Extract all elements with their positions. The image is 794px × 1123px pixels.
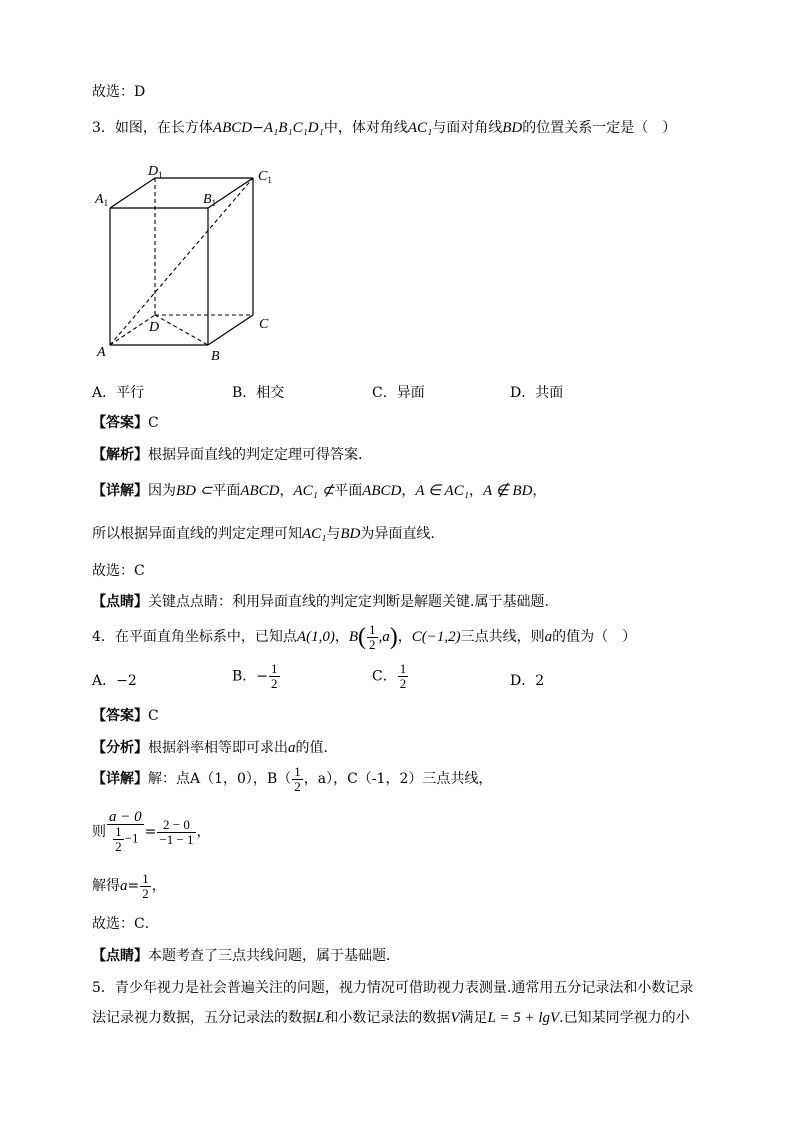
q4-eq-left: a − 0 $\frac{1}{2}$ −1 — [109, 809, 142, 854]
diag-bd-hidden — [155, 315, 208, 345]
q5-line1: 5．青少年视力是社会普遍关注的问题，视力情况可借助视力表测量.通常用五分记录法和小数记录 — [92, 980, 694, 996]
label-d1: $D_1$ — [148, 164, 163, 180]
q3-comment: 【点睛】关键点点睛：利用异面直线的判定定判断是解题关键.属于基础题. — [92, 594, 549, 610]
q5-line2: 法记录视力数据，五分记录法的数据L和小数记录法的数据V满足L = 5 + lgV.已知某同学视力的小 — [92, 1010, 690, 1026]
q4-solve: 解得a= $\frac{1}{2}$ ， — [92, 870, 166, 901]
q3-detail: 【详解】因为BD ⊂平面ABCD，AC₁ ⊄平面ABCD，A ∈ AC₁，A ∉ BD， — [92, 483, 547, 499]
q4-choose: 故选：C． — [92, 916, 159, 932]
q3-option-b: B．相交 — [232, 385, 285, 401]
label-b: B — [211, 349, 220, 364]
q3-choose: 故选：C — [92, 563, 145, 579]
q4-option-b: B．− $\frac{1}{2}$ — [232, 661, 278, 691]
q4-option-d: D．2 — [510, 673, 545, 689]
q3-option-d: D．共面 — [510, 385, 564, 401]
label-a: A — [97, 345, 106, 360]
q4-b-frac: $\frac{1}{2}$ — [369, 621, 376, 652]
q4-comment: 【点睛】本题考查了三点共线问题，属于基础题． — [92, 948, 400, 964]
diag-ac1-hidden — [110, 178, 253, 345]
q3-conclusion: 所以根据异面直线的判定定理可知AC₁与BD为异面直线. — [92, 526, 435, 542]
q4-equation: 则 a − 0 $\frac{1}{2}$ −1 = $\frac{2 - 0}{-1 - 1}$ ， — [92, 809, 211, 854]
q2-choose: 故选：D — [92, 84, 146, 100]
label-b1: $B_1$ — [203, 192, 217, 208]
edge-a1d1 — [110, 178, 155, 208]
q3-answer: 【答案】C — [92, 415, 159, 431]
q4-detail: 【详解】解：点A（1，0），B（ $\frac{1}{2}$ ，a），C（-1，2）三点共线， — [92, 763, 493, 794]
edge-bc — [208, 315, 253, 345]
q4-stem: 4．在平面直角坐标系中，已知点A(1,0)，B( $\frac{1}{2}$ ,a)，C(−1,2)三点共线，则a的值为（ ） — [92, 621, 637, 652]
label-d: D — [149, 320, 160, 335]
q3-stem: 3．如图，在长方体ABCD−A₁B₁C₁D₁中，体对角线AC₁与面对角线BD的位置关系一定是（ ） — [92, 120, 677, 136]
q4-option-a: A．−2 — [92, 673, 137, 689]
q4-answer: 【答案】C — [92, 708, 159, 724]
q3-number: 3． — [92, 120, 115, 136]
label-a1: $A_1$ — [95, 192, 109, 208]
q4-eq-right: $\frac{2 - 0}{-1 - 1}$ — [159, 816, 194, 847]
q4-option-c: C． $\frac{1}{2}$ — [372, 661, 407, 691]
label-c: C — [259, 317, 269, 332]
label-c1: $C_1$ — [258, 169, 272, 185]
cuboid-figure — [90, 160, 290, 370]
q3-option-c: C．异面 — [372, 385, 425, 401]
q3-option-a: A．平行 — [92, 385, 145, 401]
q3-analysis: 【解析】根据异面直线的判定定理可得答案. — [92, 447, 363, 463]
q4-analysis: 【分析】根据斜率相等即可求出a的值． — [92, 740, 338, 756]
